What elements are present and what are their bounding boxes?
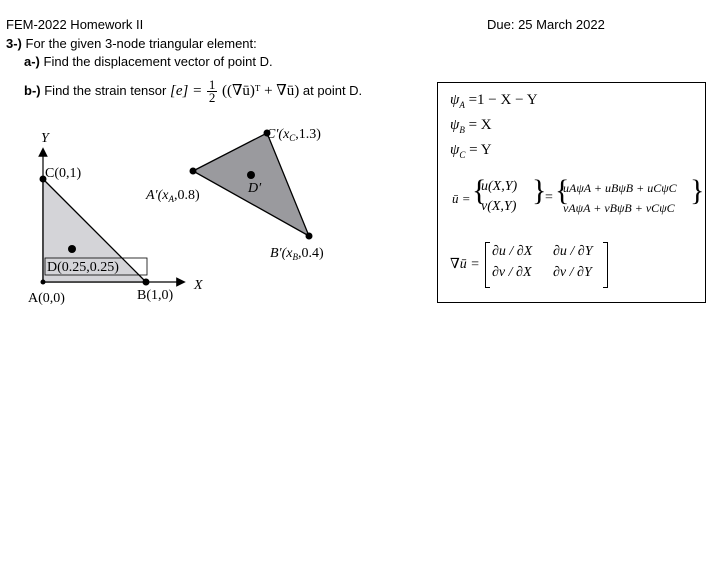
node-b-label: B(1,0)	[137, 288, 174, 303]
u-interp-bottom: vAψA + vBψB + vCψC	[563, 201, 675, 215]
part-b-tail: at point D.	[302, 83, 363, 98]
shape-function-c: $\psi_C = Y$	[450, 142, 492, 160]
grad-21: ∂v / ∂X	[492, 265, 532, 280]
strain-numerator: 1	[208, 77, 216, 93]
brace-right-1: }	[532, 174, 547, 207]
strain-rhs: ((∇ū)ᵀ + ∇ū)	[221, 83, 300, 99]
u-interp-top: uAψA + uBψB + uCψC	[563, 181, 677, 195]
brace-left-1: {	[472, 174, 487, 207]
point-d-dot	[68, 245, 76, 253]
node-a-label: A(0,0)	[28, 291, 65, 306]
course-title: FEM-2022 Homework II	[6, 17, 144, 32]
u-top: u(X,Y)	[481, 179, 518, 194]
point-d-def-label: D′	[248, 181, 262, 196]
strain-lhs: [e] =	[169, 83, 203, 99]
element-figure	[0, 0, 440, 320]
node-b-dot	[143, 279, 150, 286]
node-b-def-label: $B'(x_B,0.4)$	[270, 246, 324, 262]
matrix-bracket-left	[485, 242, 490, 288]
node-a-def-label: $A'(x_A,0.8)$	[146, 188, 200, 204]
brace-left-2: {	[555, 174, 570, 207]
y-axis-label: Y	[41, 131, 49, 146]
due-date: Due: 25 March 2022	[487, 17, 605, 32]
problem-number: 3-)	[6, 36, 22, 51]
x-axis-label: X	[194, 278, 203, 293]
node-a-def-dot	[190, 168, 197, 175]
node-a-dot	[41, 280, 46, 285]
part-a-text: Find the displacement vector of point D.	[43, 54, 273, 69]
grad-12: ∂u / ∂Y	[553, 244, 593, 259]
shape-function-b: $\psi_B = X$	[450, 117, 492, 135]
u-vector-lhs: ū =	[452, 191, 471, 206]
problem-text: For the given 3-node triangular element:	[25, 36, 257, 51]
shape-function-a: $\psi_A =1 - X - Y$	[450, 92, 538, 110]
part-b-label: b-)	[24, 83, 41, 98]
node-b-def-dot	[306, 233, 313, 240]
brace-right-2: }	[690, 174, 705, 207]
u-bottom: v(X,Y)	[481, 199, 517, 214]
strain-denominator: 2	[208, 90, 216, 106]
matrix-bracket-right	[603, 242, 608, 288]
grad-22: ∂v / ∂Y	[553, 265, 592, 280]
part-a-label: a-)	[24, 54, 40, 69]
gradient-lhs: ∇ū =	[450, 257, 480, 272]
node-c-label: C(0,1)	[45, 166, 82, 181]
part-b-text: Find the strain tensor	[44, 83, 167, 98]
equals-sign: =	[545, 190, 553, 205]
point-d-def-dot	[247, 171, 255, 179]
node-c-def-label: $C'(x_C,1.3)$	[266, 127, 321, 143]
point-d-label: D(0.25,0.25)	[47, 260, 119, 275]
grad-11: ∂u / ∂X	[492, 244, 533, 259]
